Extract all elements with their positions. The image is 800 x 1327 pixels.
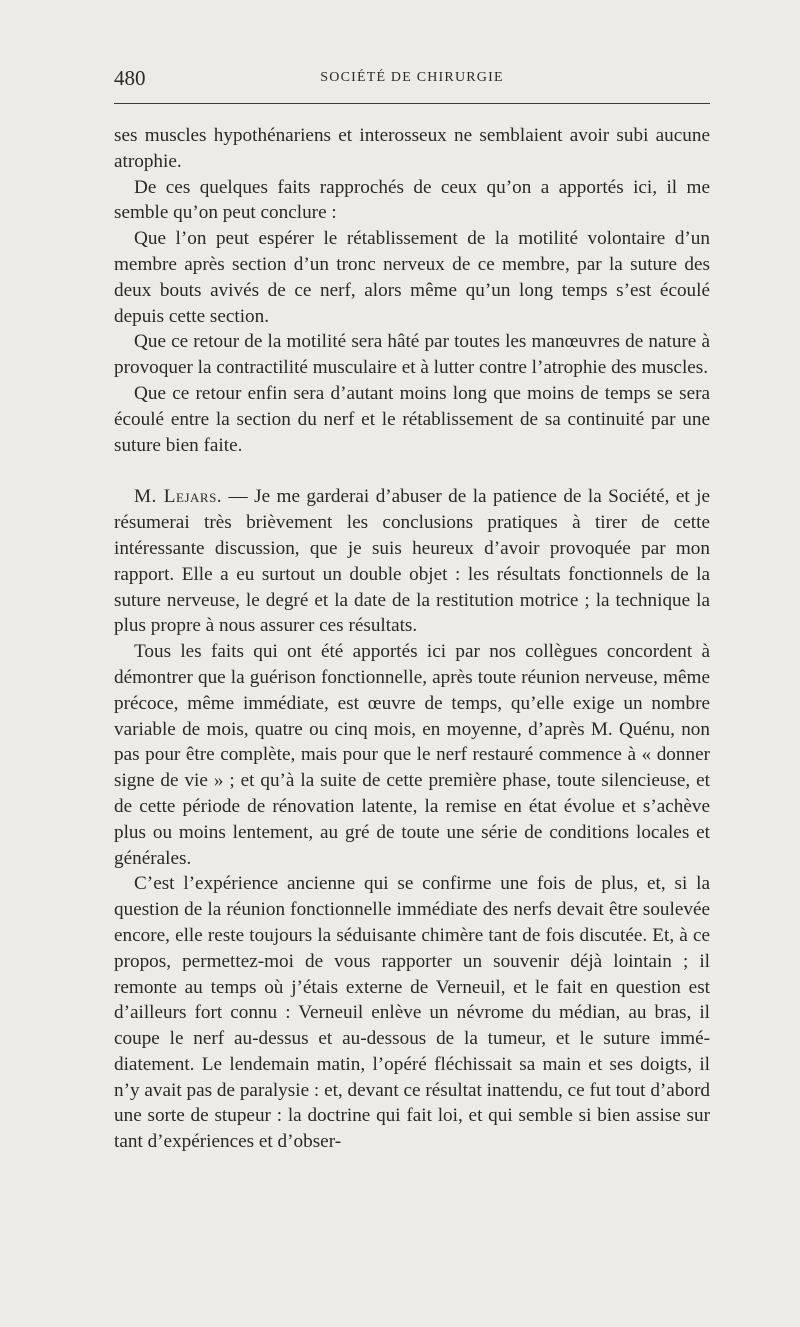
paragraph: C’est l’expérience ancienne qui se confirme une fois de plus, et, si la question de la réunion fonctionnelle immédiate des nerfs devait être soulevée encore, elle reste toujours la séduisante chimère tant de fois discutée. Et, à ce propos, permettez-moi de vous rapporter un souvenir déjà lointain ; il remonte au temps où j’étais externe de Verneuil, et le fait en question est d’ailleurs fort connu : Verneuil enlève un névrome du médian, au bras, il coupe le nerf au-dessus et au-dessous de la tumeur, et le suture immédiatement. Le lendemain matin, l’opéré fléchissait sa main et ses doigts, il n’y avait pas de paralysie : et, devant ce résultat inattendu, ce fut tout d’abord une sorte de stupeur : la doctrine qui fait loi, et qui semble si bien assise sur tant d’expériences et d’obser- (114, 873, 710, 1153)
journal-title: SOCIÉTÉ DE CHIRURGIE (320, 70, 504, 85)
speaker-paragraph (114, 484, 710, 639)
body-text (114, 123, 710, 1155)
speaker-name: M. Lejars. (134, 486, 223, 508)
running-head (114, 62, 710, 92)
speaker-paragraph-text: — Je me garderai d’abuser de la patience de la Société, et je résumerai très brièvement les conclusions pratiques à tirer de cette intéressante discussion, que je suis heureux d’avoir provoquée par mon rapport. Elle a eu surtout un double objet : les résultats fonctionnels de la suture nerveuse, le degré et la date de la restitution motrice ; la technique la plus propre à nous assurer ces résultats. (114, 486, 710, 637)
page-number: 480 (114, 66, 146, 90)
paragraph-continued: ses muscles hypothénariens et interosseux ne semblaient avoir subi aucune atrophie. (114, 125, 710, 172)
paragraph: Que ce retour de la motilité sera hâté par toutes les manœuvres de nature à provoquer la contractilité musculaire et à lutter contre l’atrophie des muscles. (114, 331, 710, 379)
section-gap (114, 458, 710, 484)
paragraph: De ces quelques faits rapprochés de ceux qu’on a apportés ici, il me semble qu’on peut conclure : (114, 176, 710, 224)
paragraph: Que ce retour enfin sera d’autant moins long que moins de temps se sera écoulé entre la section du nerf et le rétablissement de sa continuité par une suture bien faite. (114, 382, 710, 456)
paragraph: Que l’on peut espérer le rétablissement de la motilité volontaire d’un membre après section d’un tronc nerveux de ce membre, par la suture des deux bouts avivés de ce nerf, alors même qu’un long temps s’est écoulé depuis cette section. (114, 228, 710, 327)
paragraph: Tous les faits qui ont été apportés ici par nos collègues concordent à démontrer que la guérison fonctionnelle, après toute réunion nerveuse, même précoce, même immédiate, est œuvre de temps, qu’elle exige un nombre variable de mois, quatre ou cinq mois, en moyenne, d’après M. Quénu, non pas pour être complète, mais pour que le nerf restauré commence à « donner signe de vie » ; et qu’à la suite de cette première phase, toute silencieuse, et de cette période de rénovation latente, la remise en état évolue et s’achève plus ou moins lentement, au gré de toute une série de conditions locales et générales. (114, 641, 710, 869)
header-rule (114, 103, 710, 104)
